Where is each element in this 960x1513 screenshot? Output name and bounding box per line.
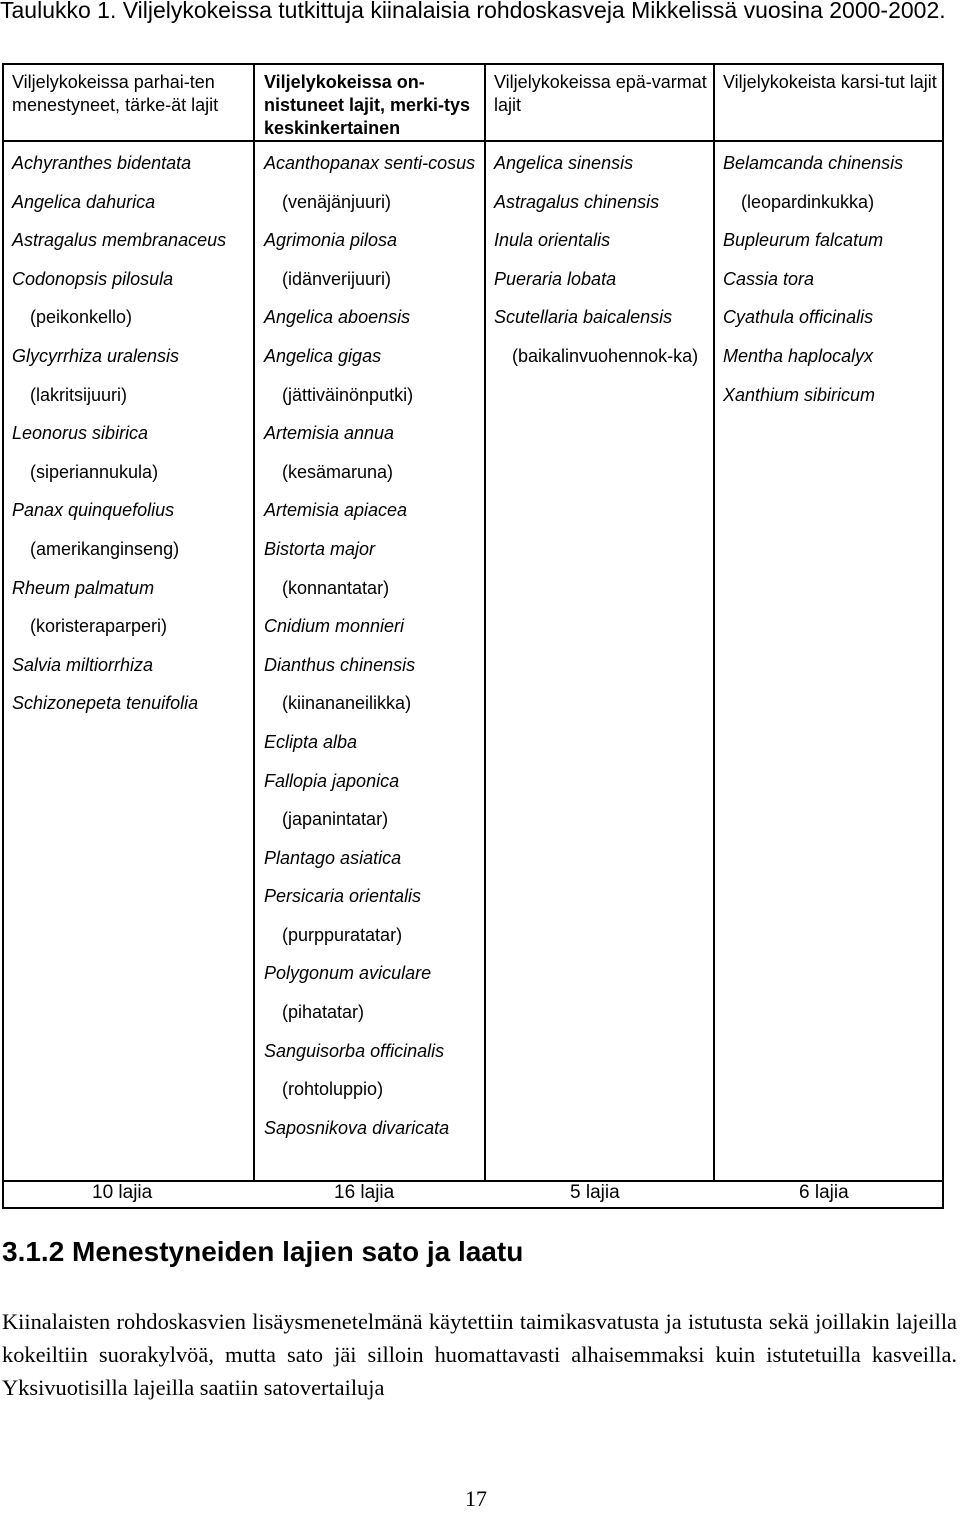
header-col-1: Viljelykokeissa parhai-ten menestyneet, tärke-ät lajit bbox=[12, 72, 219, 115]
total-col-3: 5 lajia bbox=[570, 1182, 620, 1203]
header-cell bbox=[723, 71, 937, 94]
common-name: (jättiväinönputki) bbox=[282, 384, 414, 405]
column-successful bbox=[264, 152, 479, 1155]
column-best bbox=[12, 152, 250, 731]
species-name: Xanthium sibiricum bbox=[723, 384, 876, 405]
header-divider bbox=[2, 140, 944, 142]
total-col-4: 6 lajia bbox=[799, 1182, 849, 1203]
species-name: Cyathula officinalis bbox=[723, 307, 874, 328]
species-name: Leonorus sibirica bbox=[12, 423, 149, 444]
header-cell bbox=[494, 71, 708, 117]
table-divider-3 bbox=[713, 63, 715, 1181]
species-name: Scutellaria baicalensis bbox=[494, 307, 673, 328]
species-name: Saposnikova divaricata bbox=[264, 1117, 450, 1138]
species-name: Panax quinquefolius bbox=[12, 500, 175, 521]
table-divider-1 bbox=[253, 63, 255, 1181]
species-name: Belamcanda chinensis bbox=[723, 153, 904, 173]
species-name: Astragalus membranaceus bbox=[12, 230, 227, 251]
species-name: Rheum palmatum bbox=[12, 577, 155, 598]
header-col-2: Viljelykokeissa on-nistuneet lajit, merki-tys keskinkertainen bbox=[264, 72, 471, 138]
species-name: Mentha haplocalyx bbox=[723, 345, 874, 366]
header-cell bbox=[12, 71, 248, 117]
species-name: Pueraria lobata bbox=[494, 268, 617, 289]
common-name: (rohtoluppio) bbox=[282, 1079, 384, 1100]
species-name: Angelica aboensis bbox=[264, 307, 411, 328]
species-name: Salvia miltiorrhiza bbox=[12, 654, 154, 675]
total-col-1: 10 lajia bbox=[92, 1182, 153, 1203]
common-name: (pihatatar) bbox=[282, 1002, 365, 1023]
species-name: Inula orientalis bbox=[494, 230, 611, 251]
table-border-left bbox=[2, 63, 4, 1209]
column-uncertain bbox=[494, 152, 708, 384]
page-number: 17 bbox=[465, 1486, 487, 1511]
common-name: (kesämaruna) bbox=[282, 461, 394, 482]
header-cell bbox=[264, 71, 476, 140]
species-name: Dianthus chinensis bbox=[264, 654, 416, 675]
species-name: Sanguisorba officinalis bbox=[264, 1040, 445, 1061]
common-name: (japanintatar) bbox=[282, 809, 389, 830]
species-name: Eclipta alba bbox=[264, 731, 358, 752]
common-name: (lakritsijuuri) bbox=[30, 384, 128, 405]
common-name: (siperiannukula) bbox=[30, 461, 159, 482]
species-name: Plantago asiatica bbox=[264, 847, 402, 868]
common-name: (venäjänjuuri) bbox=[282, 191, 392, 212]
section-heading: 3.1.2 Menestyneiden lajien sato ja laatu bbox=[2, 1236, 524, 1267]
body-paragraph: Kiinalaisten rohdoskasvien lisäysmenetelmänä käytettiin taimikasvatusta ja istutusta sekä joillakin lajeilla kokeiltiin suorakylvöä, mutta sato jäi silloin huomattavasti alhaisemmaksi kuin istutetuilla kasveilla. Yksivuotisilla lajeilla saatiin satovertailuja bbox=[2, 1309, 957, 1400]
species-name: Persicaria orientalis bbox=[264, 886, 422, 907]
species-name: Polygonum aviculare bbox=[264, 963, 432, 984]
common-name: (leopardinkukka) bbox=[741, 191, 875, 212]
table-divider-2 bbox=[484, 63, 486, 1181]
species-name: Achyranthes bidentata bbox=[12, 153, 192, 173]
table-caption: Taulukko 1. Viljelykokeissa tutkittuja kiinalaisia rohdoskasveja Mikkelissä vuosina 2000-2002. bbox=[0, 0, 946, 23]
table-border-top bbox=[2, 63, 944, 65]
species-name: Artemisia annua bbox=[264, 423, 395, 444]
common-name: (idänverijuuri) bbox=[282, 268, 392, 289]
header-col-3: Viljelykokeissa epä-varmat lajit bbox=[494, 72, 707, 115]
column-discarded bbox=[723, 152, 937, 422]
common-name: (purppuratatar) bbox=[282, 924, 403, 945]
common-name: (amerikanginseng) bbox=[30, 538, 180, 559]
species-name: Astragalus chinensis bbox=[494, 191, 660, 212]
common-name: (konnantatar) bbox=[282, 577, 390, 598]
species-name: Cnidium monnieri bbox=[264, 616, 405, 637]
species-name: Angelica gigas bbox=[264, 345, 382, 366]
species-name: Artemisia apiacea bbox=[264, 500, 408, 521]
totals-row bbox=[2, 1181, 944, 1209]
species-name: Angelica sinensis bbox=[494, 153, 634, 173]
species-name: Schizonepeta tenuifolia bbox=[12, 693, 199, 714]
species-name: Codonopsis pilosula bbox=[12, 268, 174, 289]
species-name: Fallopia japonica bbox=[264, 770, 400, 791]
common-name: (koristeraparperi) bbox=[30, 616, 168, 637]
species-name: Bupleurum falcatum bbox=[723, 230, 884, 251]
total-col-2: 16 lajia bbox=[334, 1182, 395, 1203]
common-name: (peikonkello) bbox=[30, 307, 133, 328]
header-col-4: Viljelykokeista karsi-tut lajit bbox=[723, 72, 937, 92]
species-name: Angelica dahurica bbox=[12, 191, 156, 212]
table-border-right bbox=[942, 63, 944, 1209]
species-name: Agrimonia pilosa bbox=[264, 230, 398, 251]
species-name: Acanthopanax senti-cosus bbox=[264, 153, 476, 173]
species-name: Cassia tora bbox=[723, 268, 815, 289]
species-name: Glycyrrhiza uralensis bbox=[12, 345, 180, 366]
common-name: (baikalinvuohennok-ka) bbox=[512, 345, 699, 366]
common-name: (kiinananeilikka) bbox=[282, 693, 412, 714]
species-name: Bistorta major bbox=[264, 538, 376, 559]
species-table bbox=[2, 63, 944, 1209]
